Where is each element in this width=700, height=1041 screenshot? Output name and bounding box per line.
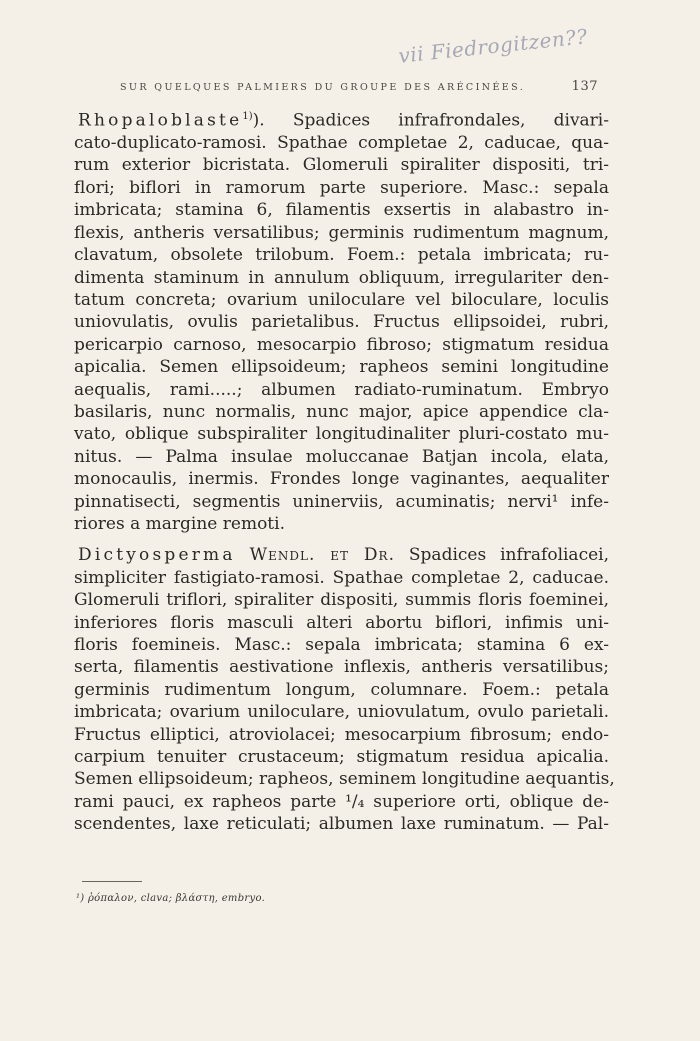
text-line: imbricata; ovarium uniloculare, uniovulatum, ovulo parietali. <box>74 702 609 723</box>
text-line: inferiores floris masculi alteri abortu biflori, infimis uni- <box>74 612 609 633</box>
page-number: 137 <box>571 79 598 94</box>
running-header <box>120 79 600 99</box>
text-line: nitus. — Palma insulae moluccanae Batjan incola, elata, <box>74 446 609 467</box>
footnote-divider <box>82 881 142 882</box>
text-line: Glomeruli triflori, spiraliter dispositi, summis floris foeminei, <box>74 590 609 611</box>
text-line: pinnatisecti, segmentis uninerviis, acuminatis; nervi¹ infe- <box>74 491 609 512</box>
handwritten-annotation: vii Fiedrogitzen?? <box>397 24 589 68</box>
text-line: flori; biflori in ramorum parte superiore. Masc.: sepala <box>74 177 609 198</box>
text-line: uniovulatis, ovulis parietalibus. Fructus ellipsoidei, rubri, <box>74 312 609 333</box>
text-line: rami pauci, ex rapheos parte ¹/₄ superiore orti, oblique de- <box>74 791 609 812</box>
paragraph-rhopaloblaste <box>74 106 609 535</box>
text-line: Dictyosperma Wendl. et Dr. Spadices infrafoliacei, <box>78 545 609 566</box>
text-line: serta, filamentis aestivatione inflexis, antheris versatilibus; <box>74 657 609 678</box>
text-line: scendentes, laxe reticulati; albumen laxe ruminatum. — Pal- <box>74 814 609 835</box>
text-line: apicalia. Semen ellipsoideum; rapheos semini longitudine <box>74 357 609 378</box>
text-line: carpium tenuiter crustaceum; stigmatum residua apicalia. <box>74 747 609 768</box>
text-line: dimenta staminum in annulum obliquum, irregulariter den- <box>74 267 609 288</box>
text-line: pericarpio carnoso, mesocarpio fibroso; stigmatum residua <box>74 334 609 355</box>
body-text <box>74 106 615 836</box>
text-line: imbricata; stamina 6, filamentis exsertis in alabastro in- <box>74 200 609 221</box>
text-line: Fructus elliptici, atroviolacei; mesocarpium fibrosum; endo- <box>74 724 609 745</box>
author-citation: Wendl. et Dr. <box>249 545 395 566</box>
text-line: clavatum, obsolete trilobum. Foem.: petala imbricata; ru- <box>74 245 609 266</box>
genus-name: Rhopaloblaste <box>78 110 243 131</box>
text-line: floris foemineis. Masc.: sepala imbricata; stamina 6 ex- <box>74 635 609 655</box>
text-line: germinis rudimentum longum, columnare. Foem.: petala <box>74 679 609 700</box>
text-line: monocaulis, inermis. Frondes longe vaginantes, aequaliter <box>74 469 609 490</box>
footnote: ¹) ῥόπαλον, clava; βλάστη, embryo. <box>76 893 266 904</box>
text-line: rum exterior bicristata. Glomeruli spiraliter dispositi, tri- <box>74 155 609 176</box>
text-line: vato, oblique subspiraliter longitudinaliter pluri-costato mu- <box>74 424 609 445</box>
text-line: simpliciter fastigiato-ramosi. Spathae completae 2, caducae. <box>74 567 609 588</box>
footnote-ref: 1) <box>242 111 253 122</box>
text-line: basilaris, nunc normalis, nunc major, apice appendice cla- <box>74 401 609 422</box>
text-line: flexis, antheris versatilibus; germinis rudimentum magnum, <box>74 222 609 243</box>
text-line: aequalis, rami.....; albumen radiato-ruminatum. Embryo <box>74 379 609 400</box>
text-line: tatum concreta; ovarium uniloculare vel biloculare, loculis <box>74 289 609 310</box>
text-line: Semen ellipsoideum; rapheos, seminem longitudine aequantis, <box>74 769 615 790</box>
text-line: Rhopaloblaste$^{1)}$). Spadices infrafrondales, divari- <box>78 110 609 131</box>
paragraph-dictyosperma <box>74 544 615 835</box>
genus-name: Dictyosperma <box>78 545 236 566</box>
text-line: cato-duplicato-ramosi. Spathae completae 2, caducae, qua- <box>74 133 609 154</box>
running-title: SUR QUELQUES PALMIERS DU GROUPE DES ARÉCINÉES. <box>120 82 526 93</box>
text-line: riores a margine remoti. <box>74 513 285 534</box>
